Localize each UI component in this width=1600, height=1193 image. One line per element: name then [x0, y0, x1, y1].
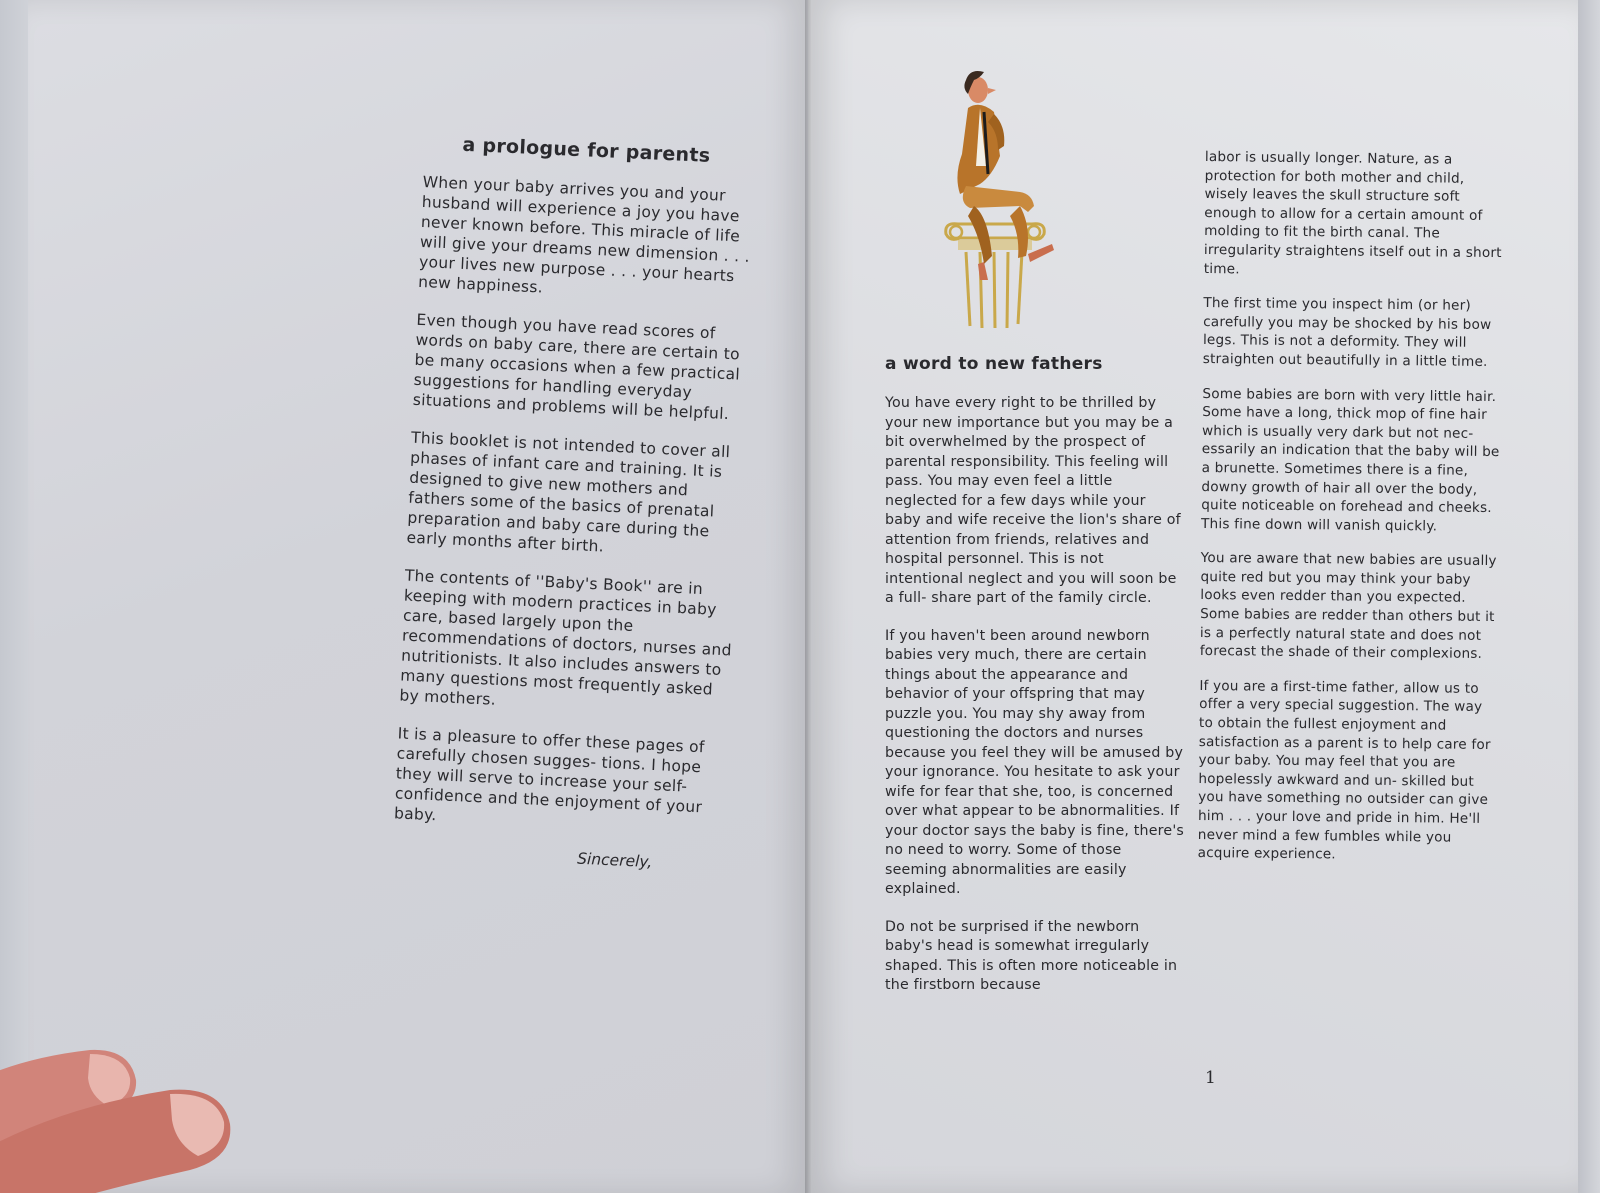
page-number: 1 — [1205, 1068, 1216, 1088]
man-on-pedestal-illustration — [940, 66, 1070, 336]
continued-paragraph: The first time you inspect him (or her) carefully you may be shocked by his bow legs. This is not a deformity. They will straighten out beautifully in a little time. — [1202, 295, 1492, 370]
new-fathers-paragraph: You have every right to be thrilled by your new importance but you may be a bit overwhelmed by the prospect of parental responsibility. This feeling will pass. You may even feel a little neglected for a few days while your baby and wife receive the lion's share of attention from friends, relatives and hospital personnel. This is not intentional neglect and you will soon be a full- share part of the family circle. — [885, 395, 1181, 606]
continued-paragraph: Some babies are born with very little hair. Some have a long, thick mop of fine hair which is usually very dark but not nec- essarily an indication that the baby will be a brunette. Sometimes there is a fine, downy growth of hair all over the body, quite noticeable on forehead and cheeks. This fine down will vanish quickly. — [1200, 385, 1500, 535]
page-edge-shadow — [1578, 0, 1600, 1193]
continued-paragraph: You are aware that new babies are usually quite red but you may think your baby looks even redder than you expected. Some babies are redder than others but it is a perfectly natural state and does not forecast the shade of their complexions. — [1199, 550, 1497, 663]
prologue-section — [392, 132, 760, 874]
new-fathers-title: a word to new fathers — [885, 354, 1103, 374]
book-gutter — [805, 0, 811, 1193]
prologue-paragraph: This booklet is not intended to cover all phases of infant care and training. It is designed to give new mothers and fathers some of the basics of prenatal preparation and baby care during the early months after birth. — [406, 428, 731, 556]
prologue-paragraph: It is a pleasure to offer these pages of carefully chosen sugges- tions. I hope they will serve to increase your self-confidence and the enjoyment of your baby. — [393, 724, 706, 825]
continued-paragraph: labor is usually longer. Nature, as a protection for both mother and child, wisely leaves the skull structure soft enough to allow for a certain amount of molding to fit the birth canal. The irregularity straightens itself out in a short time. — [1203, 148, 1502, 277]
signoff: Sincerely, — [576, 849, 653, 872]
prologue-paragraph: The contents of ''Baby's Book'' are in keeping with modern practices in baby care, based largely upon the recommendations of doctors, nurses and nutritionists. It also includes answers to many questions most frequently asked by mothers. — [399, 566, 733, 709]
new-fathers-section — [885, 354, 1185, 1014]
new-fathers-paragraph: Do not be surprised if the newborn baby's head is somewhat irregularly shaped. This is often more noticeable in the firstborn because — [885, 918, 1178, 993]
new-fathers-paragraph: If you haven't been around newborn babies very much, there are certain things about the appearance and behavior of your offspring that may puzzle you. You may shy away from questioning the doctors and nurses because you feel they will be amused by your ignorance. You hesitate to ask your wife for fear that she, too, is concerned over what appear to be abnormalities. If your doctor says the baby is fine, there's no need to worry. Some of those seeming abnormalities are easily explained. — [885, 627, 1185, 897]
prologue-paragraph: When your baby arrives you and your husband will experience a joy you have never known before. This miracle of life will give your dreams new dimension . . . your lives new purpose . . . your hearts new happiness. — [417, 172, 751, 297]
prologue-title: a prologue for parents — [461, 133, 711, 167]
new-fathers-continued — [1197, 148, 1505, 882]
continued-paragraph: If you are a first-time father, allow us to offer a very special suggestion. The way to obtain the fullest enjoyment and satisfaction as a parent is to help care for your baby. You may feel that you are hopelessly awkward and un- skilled but you have something no outsider can give him . . . your love and pride in him. He'll never mind a few fumbles while you acquire experience. — [1197, 677, 1491, 863]
fingers-icon — [0, 1020, 260, 1193]
pedestal-icon — [946, 224, 1045, 328]
prologue-paragraph: Even though you have read scores of words on baby care, there are certain to be many occasions when a few practical suggestions for handling everyday situations and problems will be helpful. — [412, 310, 741, 424]
